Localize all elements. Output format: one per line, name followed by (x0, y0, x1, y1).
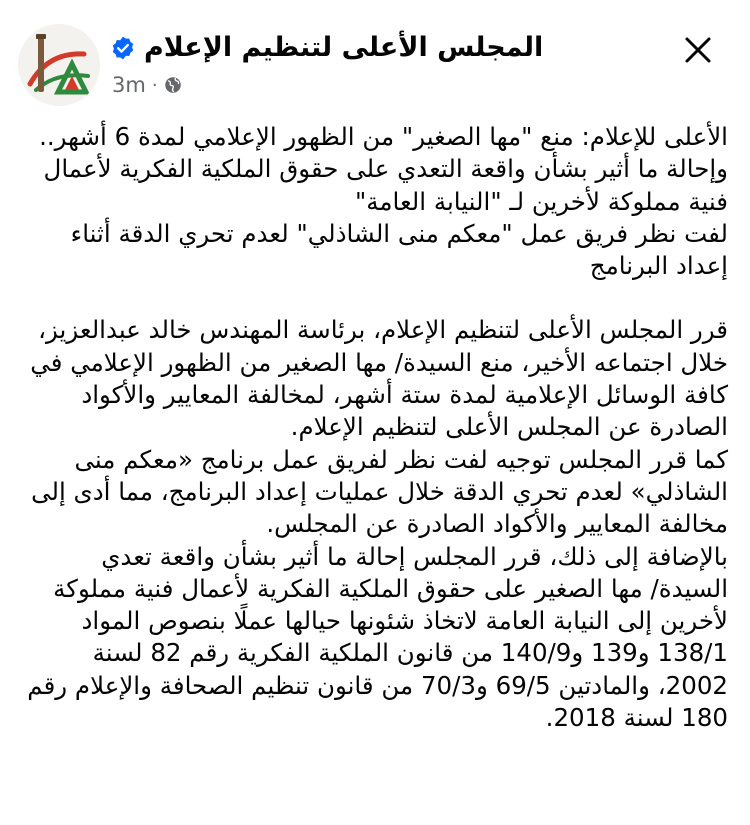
page-name-row[interactable] (110, 26, 543, 70)
page-name[interactable]: المجلس الأعلى لتنظيم الإعلام (144, 32, 544, 63)
post-header (0, 0, 750, 110)
meta-separator: · (151, 74, 158, 96)
post-paragraph: قرر المجلس الأعلى لتنظيم الإعلام، برئاسة المهندس خالد عبدالعزيز، خلال اجتماعه الأخير، منع السيدة/ مها الصغير من الظهور الإعلامي في كافة الوسائل الإعلامية لمدة ستة أشهر، لمخالفة المعايير والأكواد الصادرة عن المجلس الأعلى لتنظيم الإعلام. (30, 315, 728, 442)
post-subheadline: لفت نظر فريق عمل "معكم منى الشاذلي" لعدم تحري الدقة أثناء إعداد البرنامج (70, 218, 728, 281)
council-logo-icon (18, 24, 100, 106)
close-icon (682, 34, 714, 66)
avatar[interactable] (18, 24, 100, 106)
post-time[interactable]: 3m (112, 73, 146, 97)
post-headline: الأعلى للإعلام: منع "مها الصغير" من الظهور الإعلامي لمدة 6 أشهر.. وإحالة ما أثير بشأن واقعة التعدي على حقوق الملكية الفكرية لأعمال فنية مملوكة لأخرين لـ "النيابة العامة" (39, 122, 728, 216)
globe-icon[interactable] (164, 76, 182, 94)
verified-badge-icon (110, 35, 136, 61)
post-paragraph: بالإضافة إلى ذلك، قرر المجلس إحالة ما أثير بشأن واقعة تعدي السيدة/ مها الصغير على حقوق الملكية الفكرية لأعمال فنية مملوكة لأخرين إلى النيابة العامة لاتخاذ شئونها حيالها عملًا بنصوص المواد 138/1 و139 و140/9 من قانون الملكية الفكرية رقم 82 لسنة 2002، والمادتين 69/5 و70/3 من قانون تنظيم الصحافة والإعلام رقم 180 لسنة 2018. (27, 541, 728, 733)
post-body (24, 121, 728, 734)
post-meta (112, 70, 182, 100)
close-button[interactable] (668, 20, 728, 80)
post-paragraph: كما قرر المجلس توجيه لفت نظر لفريق عمل برنامج «معكم منى الشاذلي» لعدم تحري الدقة خلال عمليات إعداد البرنامج، مما أدى إلى مخالفة المعايير والأكواد الصادرة عن المجلس. (31, 444, 728, 539)
